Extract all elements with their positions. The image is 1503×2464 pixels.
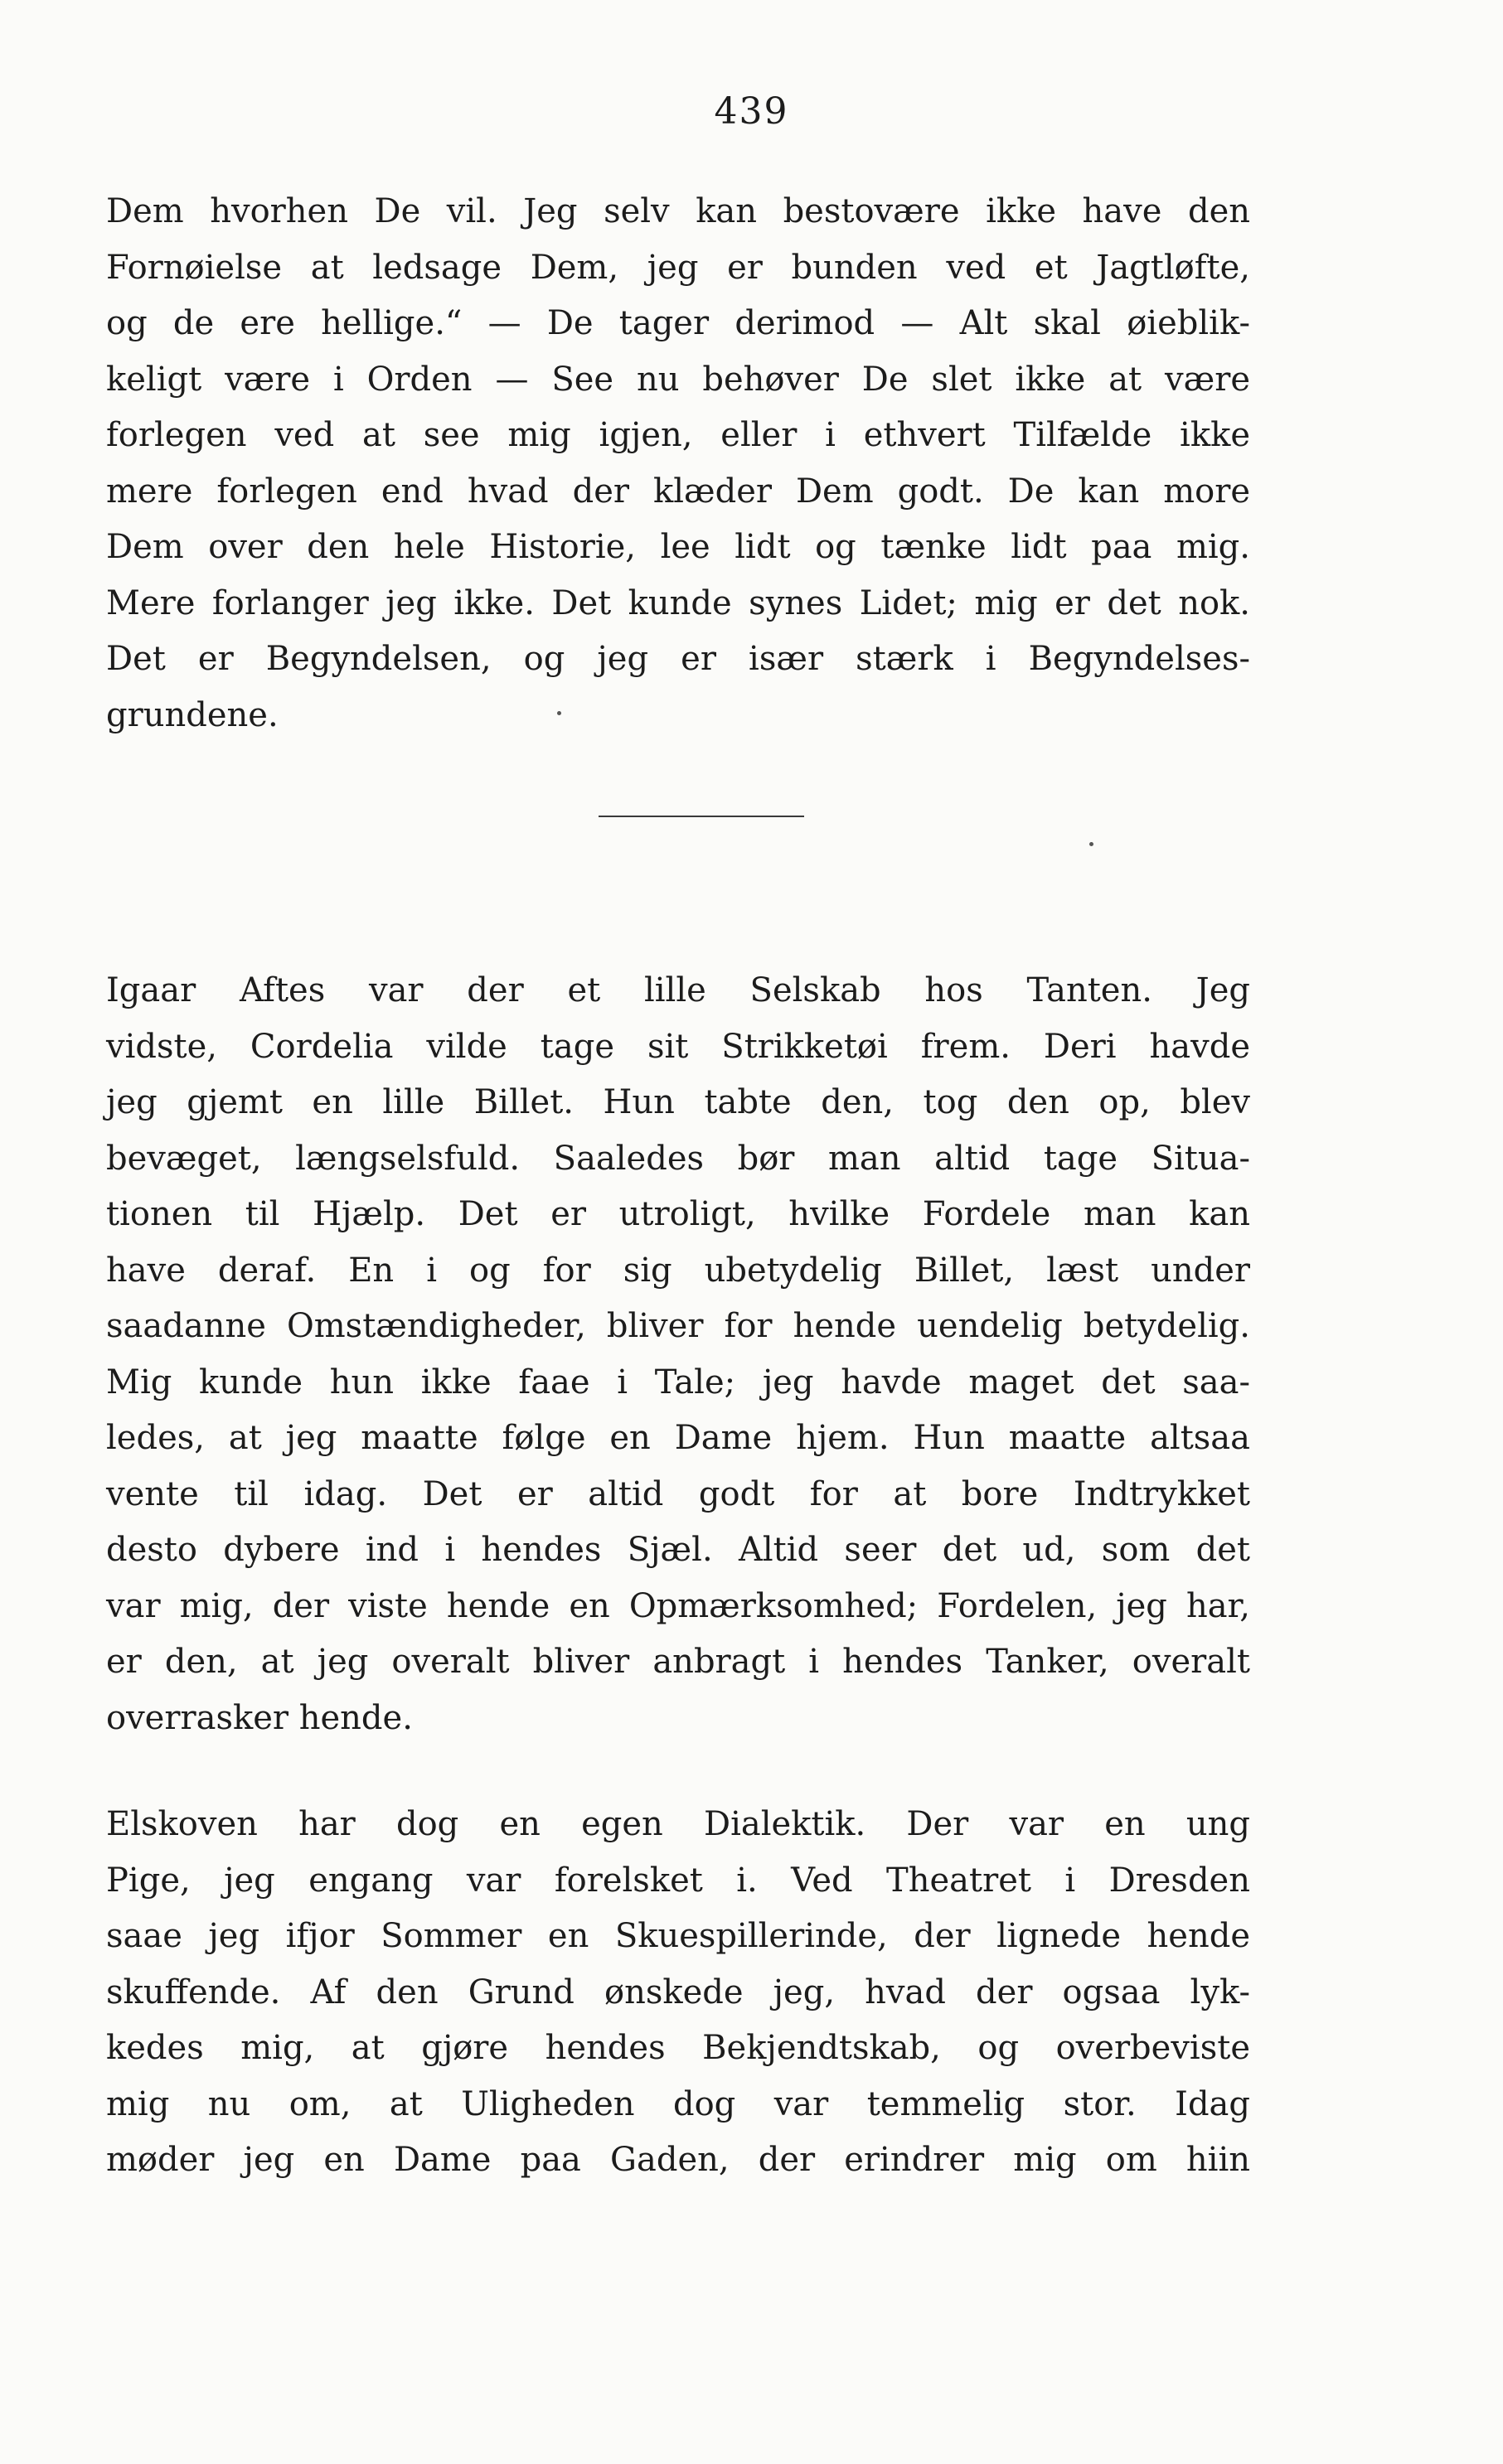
text-line: forlegen ved at see mig igjen, eller i ethvert Tilfælde ikke [106, 416, 1250, 454]
text-line: saae jeg ifjor Sommer en Skuespillerinde, der lignede hende [106, 1917, 1250, 1955]
text-line: mig nu om, at Uligheden dog var temmelig stor. Idag [106, 2084, 1250, 2123]
text-line: Det er Begyndelsen, og jeg er især stærk i Begyndelses- [106, 640, 1250, 678]
text-line: ledes, at jeg maatte følge en Dame hjem. Hun maatte altsaa [106, 1419, 1250, 1457]
paragraph-dialectic [106, 1797, 1250, 2189]
text-line: jeg gjemt en lille Billet. Hun tabte den, tog den op, blev [106, 1083, 1250, 1121]
paragraph-evening-party [106, 963, 1250, 1746]
text-line: saadanne Omstændigheder, bliver for hende uendelig betydelig. [106, 1307, 1250, 1345]
text-line: skuffende. Af den Grund ønskede jeg, hvad der ogsaa lyk- [106, 1973, 1250, 2011]
text-line: Mere forlanger jeg ikke. Det kunde synes Lidet; mig er det nok. [106, 583, 1250, 622]
text-line: vente til idag. Det er altid godt for at bore Indtrykket [106, 1474, 1250, 1513]
section-divider [599, 816, 804, 817]
text-line: Pige, jeg engang var forelsket i. Ved Theatret i Dresden [106, 1861, 1250, 1900]
text-line: Fornøielse at ledsage Dem, jeg er bunden ved et Jagtløfte, [106, 248, 1250, 287]
text-line: Dem hvorhen De vil. Jeg selv kan bestovære ikke have den [106, 192, 1250, 230]
text-line: Dem over den hele Historie, lee lidt og tænke lidt paa mig. [106, 528, 1250, 566]
text-line: grundene. [106, 695, 279, 734]
text-line: og de ere hellige.“ — De tager derimod — Alt skal øieblik- [106, 304, 1250, 342]
print-speck [557, 711, 561, 715]
text-line: vidste, Cordelia vilde tage sit Strikketøi frem. Deri havde [106, 1027, 1250, 1066]
text-line: mere forlegen end hvad der klæder Dem godt. De kan more [106, 472, 1250, 511]
text-line: er den, at jeg overalt bliver anbragt i hendes Tanker, overalt [106, 1643, 1250, 1681]
print-speck [1089, 842, 1093, 846]
text-line: overrasker hende. [106, 1698, 413, 1737]
text-line: kedes mig, at gjøre hendes Bekjendtskab, og overbeviste [106, 2029, 1250, 2067]
text-line: møder jeg en Dame paa Gaden, der erindrer mig om hiin [106, 2141, 1250, 2179]
text-line: keligt være i Orden — See nu behøver De slet ikke at være [106, 360, 1250, 399]
text-line: var mig, der viste hende en Opmærksomhed; Fordelen, jeg har, [106, 1586, 1250, 1625]
text-line: Elskoven har dog en egen Dialektik. Der var en ung [106, 1805, 1250, 1843]
text-line: bevæget, længselsfuld. Saaledes bør man altid tage Situa- [106, 1139, 1250, 1178]
paragraph-letter-ending [106, 184, 1250, 743]
text-line: Igaar Aftes var der et lille Selskab hos Tanten. Jeg [106, 971, 1250, 1009]
text-line: tionen til Hjælp. Det er utroligt, hvilke Fordele man kan [106, 1195, 1250, 1233]
text-line: desto dybere ind i hendes Sjæl. Altid seer det ud, som det [106, 1531, 1250, 1569]
page-number: 439 [714, 90, 789, 133]
text-line: have deraf. En i og for sig ubetydelig Billet, læst under [106, 1251, 1250, 1290]
text-line: Mig kunde hun ikke faae i Tale; jeg havde maget det saa- [106, 1363, 1250, 1401]
